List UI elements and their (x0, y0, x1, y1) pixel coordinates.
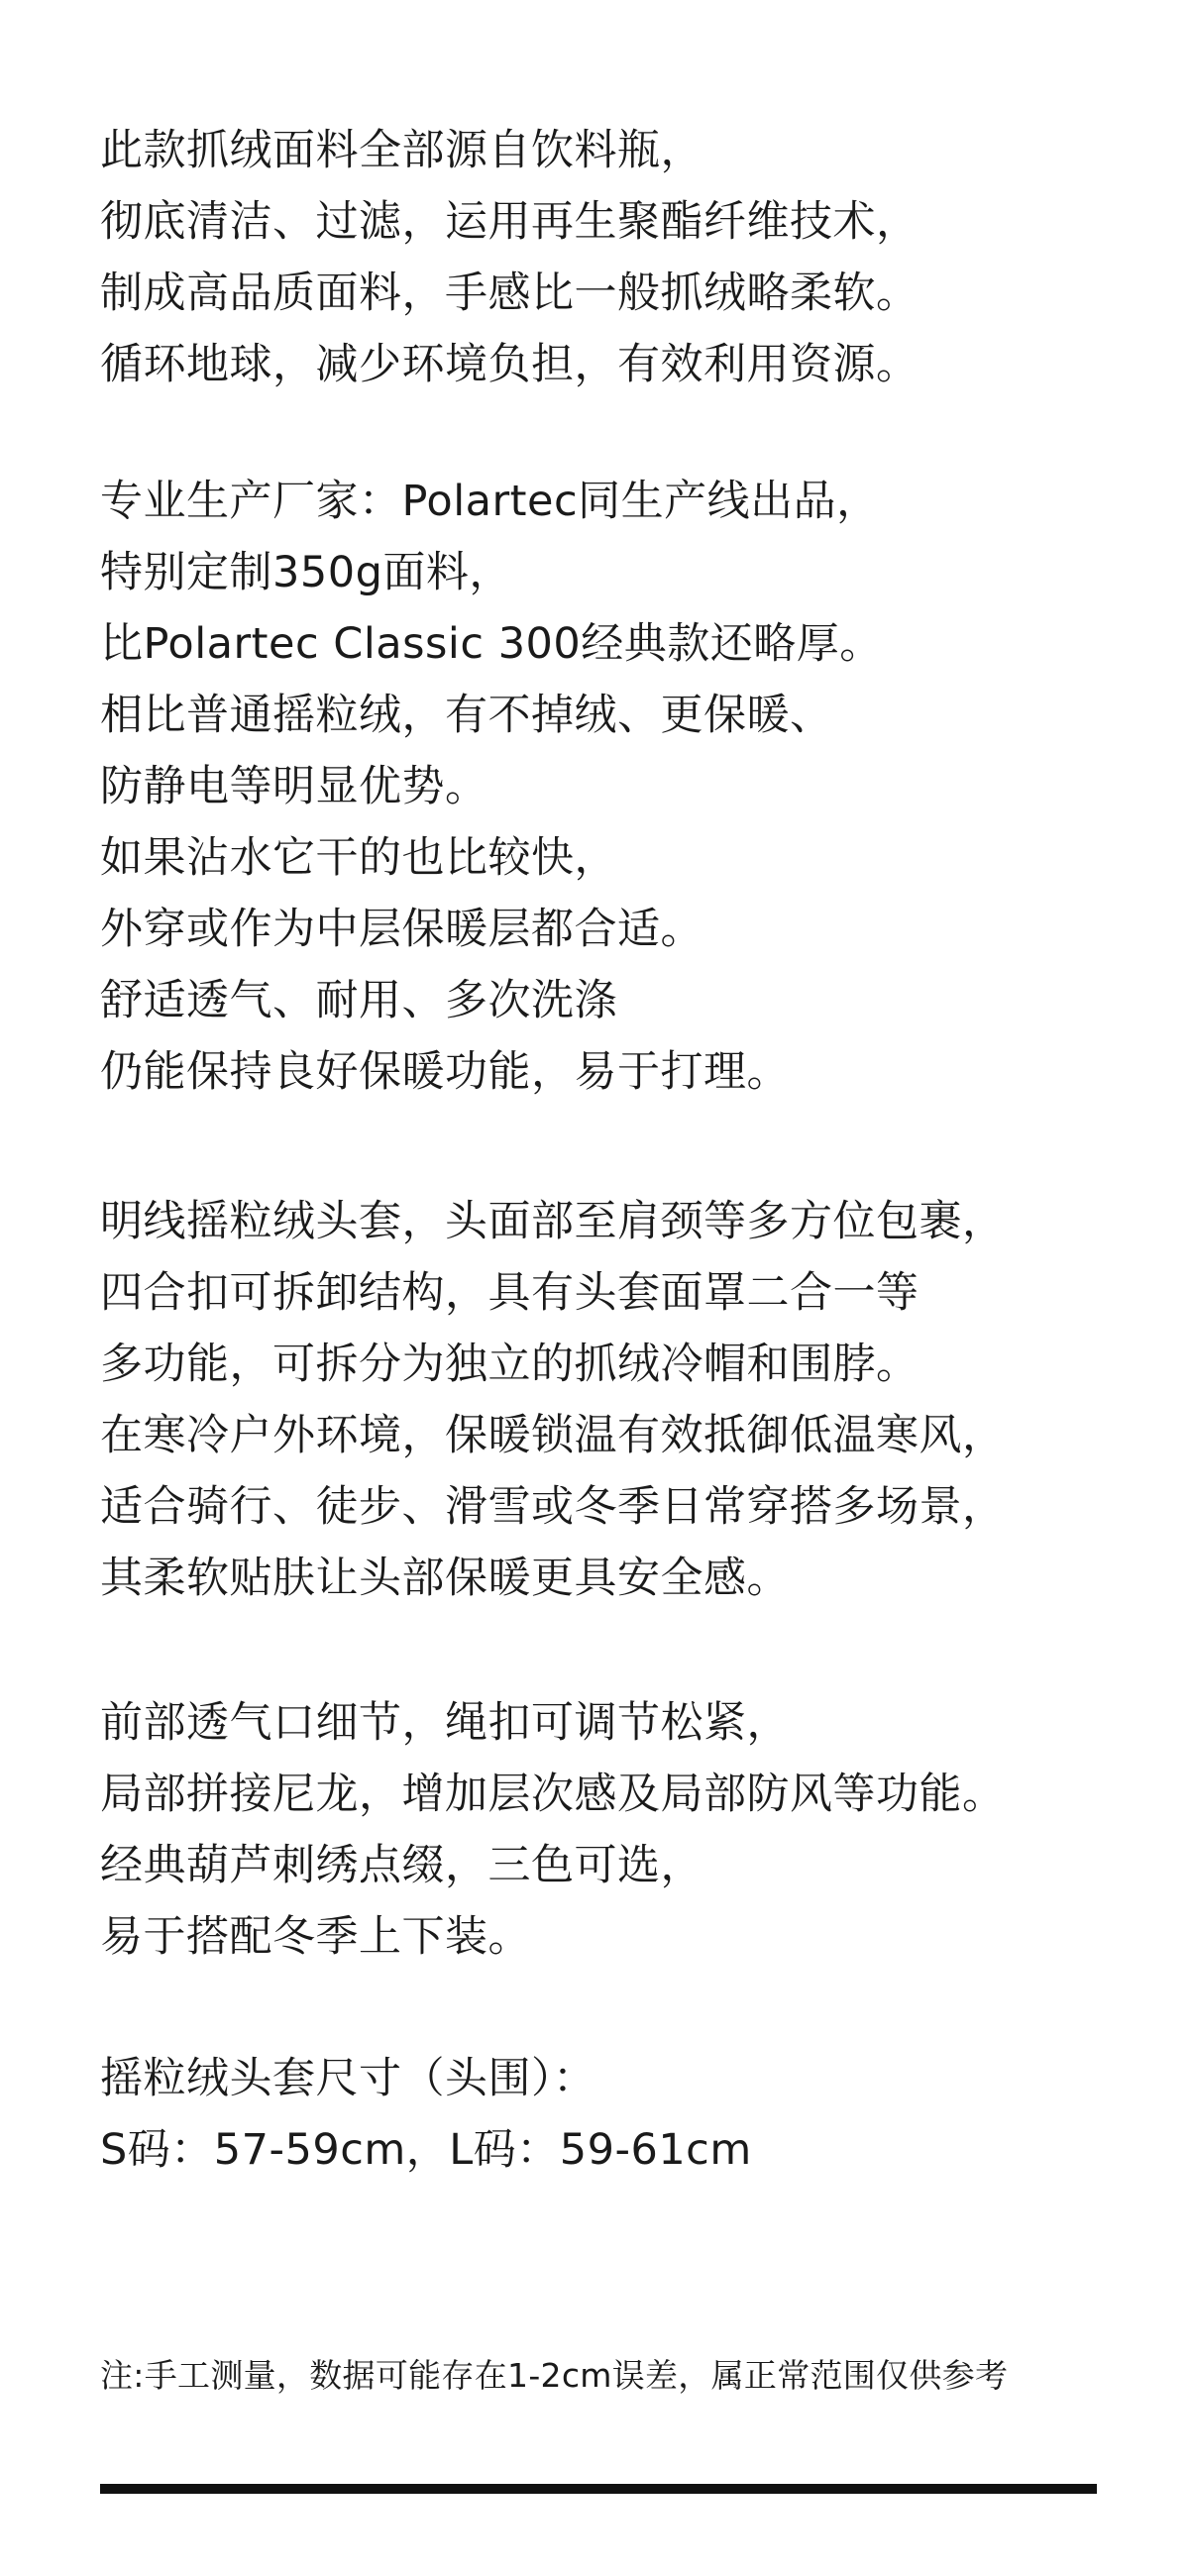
size-heading: 摇粒绒头套尺寸（头围）： (100, 2054, 596, 2103)
text-line: 前部透气口细节，绳扣可调节松紧， (100, 1698, 790, 1748)
bottom-divider (100, 2484, 1097, 2494)
text-line: 外穿或作为中层保暖层都合适。 (100, 905, 703, 954)
text-line: 仍能保持良好保暖功能，易于打理。 (100, 1047, 790, 1097)
text-line: 其柔软贴肤让头部保暖更具安全感。 (100, 1554, 790, 1603)
text-line: 舒适透气、耐用、多次洗涤 (100, 976, 617, 1025)
text-line: 循环地球，减少环境负担，有效利用资源。 (100, 340, 919, 389)
text-line: 明线摇粒绒头套，头面部至肩颈等多方位包裹， (100, 1197, 1006, 1246)
text-line: 适合骑行、徒步、滑雪或冬季日常穿搭多场景， (100, 1482, 1006, 1532)
text-line: 如果沾水它干的也比较快， (100, 833, 617, 883)
paragraph-material-source (100, 115, 1150, 400)
measurement-note: 注:手工测量，数据可能存在1-2cm误差，属正常范围仅供参考 (100, 2356, 1009, 2395)
text-line: 制成高品质面料，手感比一般抓绒略柔软。 (100, 268, 919, 318)
text-line: 防静电等明显优势。 (100, 762, 488, 811)
paragraph-hood-structure (100, 1186, 1150, 1614)
paragraph-size-info (100, 2043, 1150, 2186)
text-line: 相比普通摇粒绒，有不掉绒、更保暖、 (100, 691, 833, 740)
text-line: 四合扣可拆卸结构，具有头套面罩二合一等 (100, 1268, 919, 1318)
text-line: 局部拼接尼龙，增加层次感及局部防风等功能。 (100, 1770, 1006, 1819)
text-line: 专业生产厂家：Polartec同生产线出品， (100, 477, 880, 526)
text-line: 此款抓绒面料全部源自饮料瓶， (100, 126, 703, 175)
text-line: 多功能，可拆分为独立的抓绒冷帽和围脖。 (100, 1340, 919, 1389)
text-line: 彻底清洁、过滤，运用再生聚酯纤维技术， (100, 197, 919, 247)
text-line: 经典葫芦刺绣点缀，三色可选， (100, 1841, 703, 1890)
paragraph-fabric-features (100, 466, 1150, 1108)
paragraph-design-details (100, 1687, 1150, 1973)
text-line: 在寒冷户外环境，保暖锁温有效抵御低温寒风， (100, 1411, 1006, 1460)
text-line: 易于搭配冬季上下装。 (100, 1912, 531, 1962)
text-line: 特别定制350g面料， (100, 548, 512, 597)
size-values: S码：57-59cm，L码：59-61cm (100, 2125, 752, 2175)
text-line: 比Polartec Classic 300经典款还略厚。 (100, 619, 883, 669)
